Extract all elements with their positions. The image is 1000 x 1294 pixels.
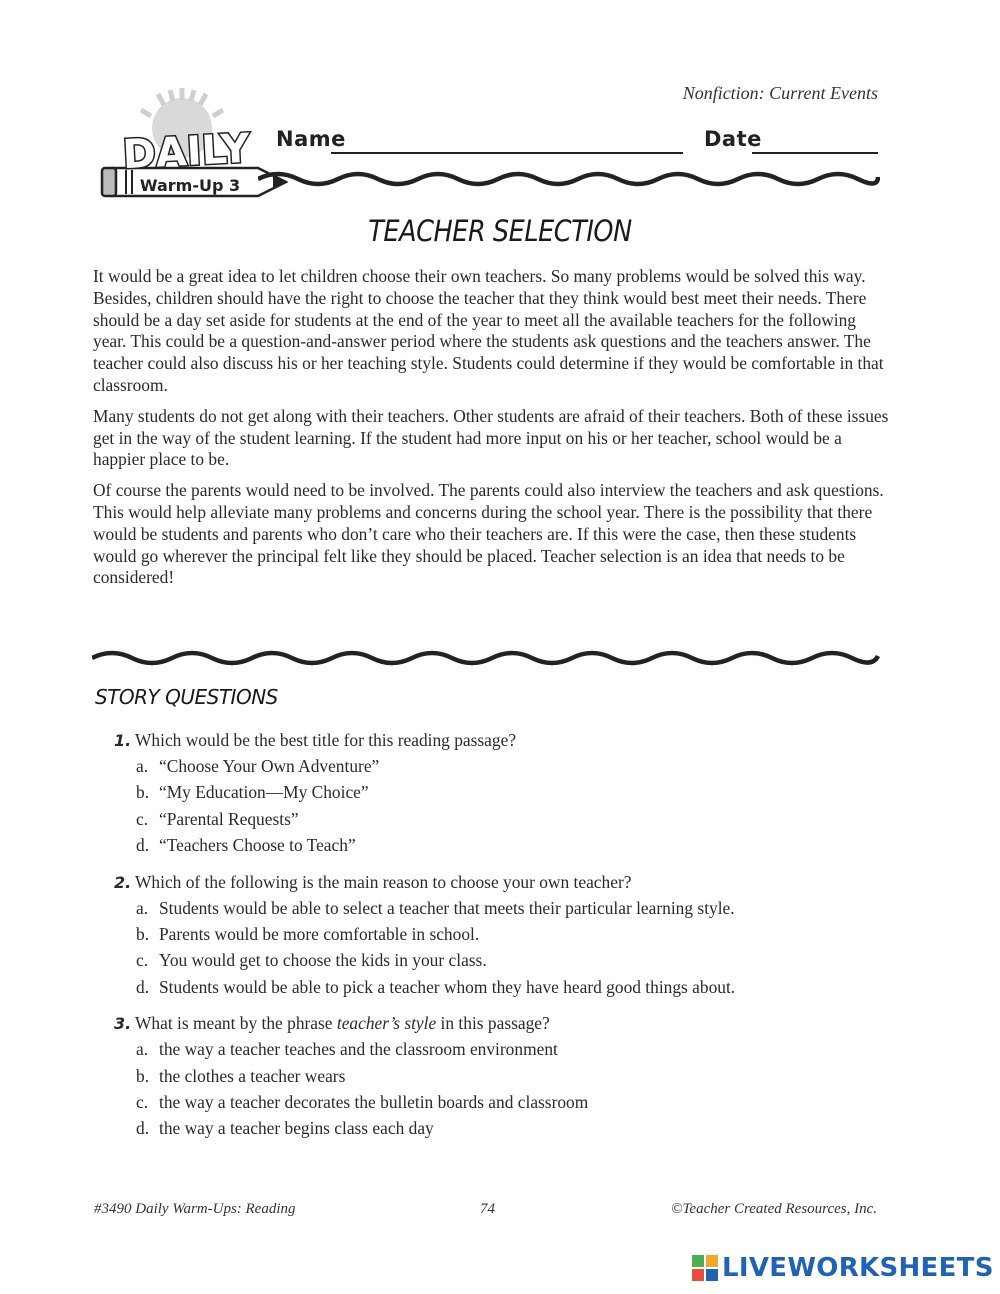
page-number: 74 bbox=[480, 1201, 495, 1217]
answer-option[interactable]: b. Parents would be more comfortable in school. bbox=[136, 923, 480, 944]
name-input-line[interactable] bbox=[331, 152, 683, 154]
question-number: 1. bbox=[114, 731, 132, 750]
story-questions-heading: STORY QUESTIONS bbox=[95, 685, 278, 709]
logo-title: DAILY bbox=[121, 125, 251, 179]
footer-copyright: ©Teacher Created Resources, Inc. bbox=[671, 1201, 877, 1217]
answer-option[interactable]: c. the way a teacher decorates the bulletin boards and classroom bbox=[136, 1091, 589, 1112]
date-label: Date bbox=[704, 127, 762, 151]
answer-option[interactable]: c. “Parental Requests” bbox=[136, 808, 299, 829]
page-title: TEACHER SELECTION bbox=[368, 214, 632, 248]
answer-option[interactable]: a. the way a teacher teaches and the classroom environment bbox=[136, 1039, 558, 1060]
passage-paragraph: Of course the parents would need to be involved. The parents could also interview the teachers and ask questions. This would help alleviate many problems and concerns during the school year. There is the possibility that there would be students and parents who don’t care who their teachers are. If this were the case, then these students would go wherever the principal felt like they should be placed. Teacher selection is an idea that needs to be considered! bbox=[93, 480, 884, 588]
category-label: Nonfiction: Current Events bbox=[682, 83, 878, 103]
question-list bbox=[114, 730, 914, 1155]
watermark-text: LIVEWORKSHEETS bbox=[722, 1253, 994, 1283]
question-3 bbox=[114, 1013, 914, 1145]
question-number: 2. bbox=[114, 872, 132, 892]
question-stem: Which of the following is the main reason to choose your own teacher? bbox=[135, 871, 632, 892]
wavy-divider-middle bbox=[92, 646, 882, 676]
answer-option[interactable]: b. “My Education—My Choice” bbox=[136, 782, 369, 803]
wavy-divider-top bbox=[258, 165, 880, 195]
answer-option[interactable]: c. You would get to choose the kids in your class. bbox=[136, 950, 487, 971]
answer-option[interactable]: a. “Choose Your Own Adventure” bbox=[136, 756, 380, 776]
liveworksheets-watermark[interactable] bbox=[692, 1253, 994, 1283]
question-2 bbox=[114, 872, 914, 1004]
question-1 bbox=[114, 730, 914, 862]
answer-option[interactable]: d. Students would be able to pick a teacher whom they have heard good things about. bbox=[136, 976, 736, 997]
logo-subtitle: Warm-Up 3 bbox=[139, 176, 241, 195]
question-number: 3. bbox=[114, 1014, 132, 1034]
liveworksheets-logo-icon bbox=[692, 1255, 718, 1281]
passage-paragraph: Many students do not get along with their teachers. Other students are afraid of their teachers. Both of these issues get in the way of the student learning. If the student had more input on his or her teacher, school would be a happier place to be. bbox=[93, 405, 889, 470]
question-stem: What is meant by the phrase teacher’s style in this passage? bbox=[135, 1013, 550, 1034]
answer-option[interactable]: b. the clothes a teacher wears bbox=[136, 1065, 346, 1086]
answer-option[interactable]: a. Students would be able to select a teacher that meets their particular learning style. bbox=[136, 897, 735, 918]
footer-book-title: #3490 Daily Warm-Ups: Reading bbox=[94, 1201, 296, 1217]
question-stem: Which would be the best title for this reading passage? bbox=[135, 730, 517, 750]
answer-option[interactable]: d. “Teachers Choose to Teach” bbox=[136, 835, 356, 856]
answer-option[interactable]: d. the way a teacher begins class each day bbox=[136, 1118, 434, 1139]
reading-passage bbox=[93, 266, 889, 598]
name-label: Name bbox=[276, 127, 346, 151]
date-input-line[interactable] bbox=[752, 152, 878, 154]
passage-paragraph: It would be a great idea to let children choose their own teachers. So many problems would be solved this way. Besides, children should have the right to choose the teacher that they think would best meet their needs. There should be a day set aside for students at the end of the year to meet all the available teachers for the following year. This could be a question-and-answer period where the students ask questions and the teachers answer. The teacher could also discuss his or her teaching style. Students could determine if they would be comfortable in that classroom. bbox=[93, 266, 884, 395]
